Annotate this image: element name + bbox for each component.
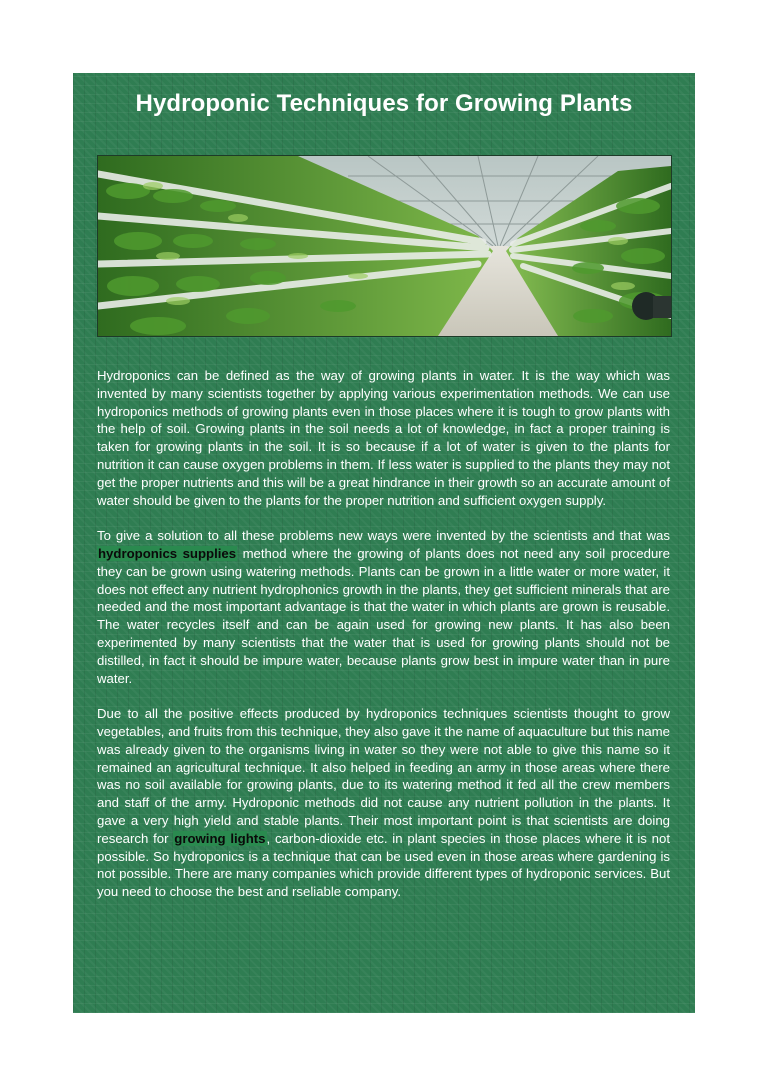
document-title: Hydroponic Techniques for Growing Plants — [135, 90, 633, 117]
paragraph-1 — [97, 367, 670, 509]
hydroponics-supplies-link[interactable]: hydroponics supplies — [98, 545, 237, 561]
article-body — [97, 367, 670, 919]
document-panel — [73, 73, 695, 1013]
paragraph-3 — [97, 705, 670, 901]
paragraph-2 — [97, 527, 670, 687]
greenhouse-photo — [97, 155, 672, 337]
paragraph-3-text-before: Due to all the positive effects produced by hydroponics techniques scientists thought to grow vegetables, and fruits from this technique, they also gave it the name of aquaculture but this name was already given to the organisms living in water so they were not able to give this name so it remained an agricultural technique. It also helped in feeding an army in those areas where there was no soil available for growing plants, due to its watering method it fed all the crew members and staff of the army. Hydroponic methods did not cause any nutrient pollution in the plants. It gave a very high yield and stable plants. Their most important point is that scientists are doing research for — [97, 706, 670, 846]
paragraph-2-text-after: method where the growing of plants does not need any soil procedure they can be grown using watering methods. Plants can be grown in a little water or more water, it does not effect any nutrient hydrophonics growth in the plants, they get sufficient minerals that are needed and the most important advantage is that the water in which plants are grown is reusable. The water recycles itself and can be again used for growing new plants. It has also been experimented by many scientists that the water that is used for growing plants should not be distilled, in fact it should be impure water, because plants grow best in impure water than in pure water. — [97, 545, 671, 686]
paragraph-1-text: Hydroponics can be defined as the way of growing plants in water. It is the way which was invented by many scientists together by applying various experimentation methods. We can use hydroponics methods of growing plants even in those places where it is tough to grow plants with the help of soil. Growing plants in the soil needs a lot of knowledge, in fact a proper training is taken for growing plants in the soil. It is so because if a lot of water is given to the plants for nutrition it can cause oxygen problems in them. If less water is supplied to the plants they may not get the proper nutrients and this will be a great hindrance in their growth so an accurate amount of water should be given to the plants for the proper nutrition and sufficient oxygen supply. — [97, 368, 670, 508]
paragraph-3-text-after: , carbon-dioxide etc. in plant species in those places where it is not possible. So hydroponics is a technique that can be used even in those areas where gardening is not possible. There are many companies which provide different types of hydroponic services. But you need to choose the best and rseliable company. — [97, 830, 670, 900]
paragraph-2-text-before: To give a solution to all these problems new ways were invented by the scientists and that was — [97, 528, 670, 544]
growing-lights-link[interactable]: growing lights — [174, 830, 266, 846]
